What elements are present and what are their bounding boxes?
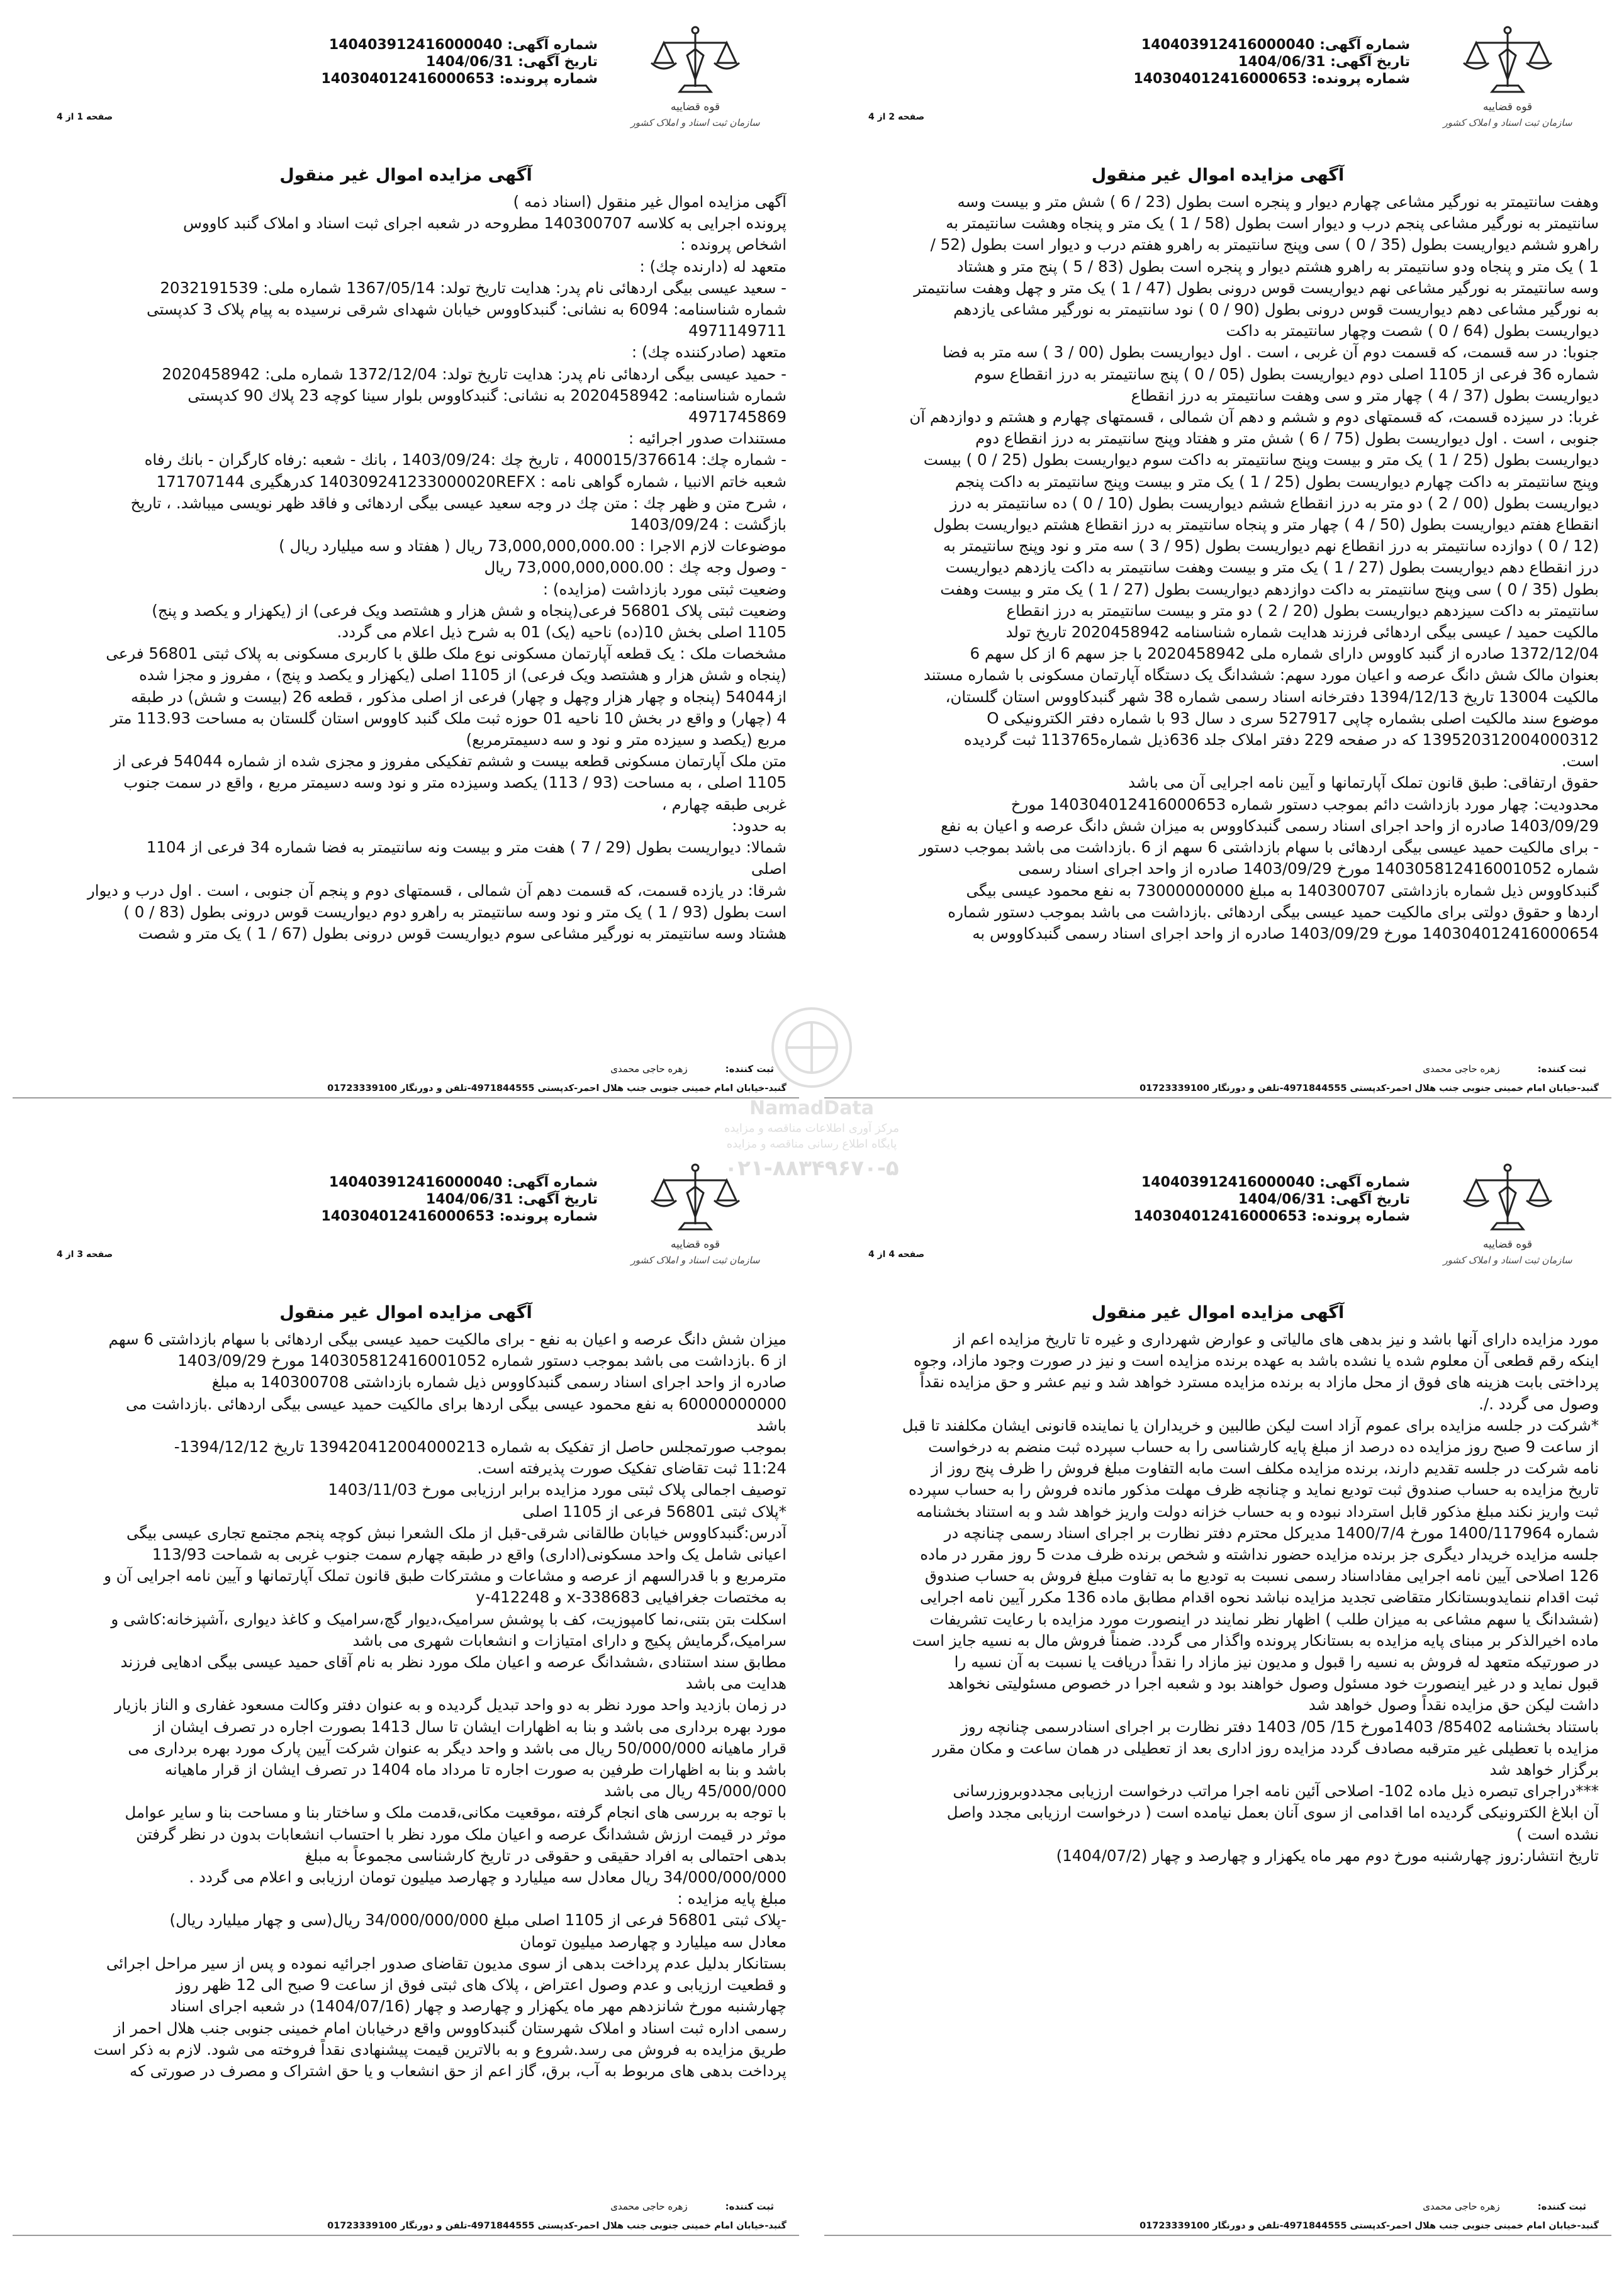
ad-date: 1404/06/31 (1238, 1192, 1326, 1207)
case-number-label: شماره پرونده: (499, 71, 598, 87)
body-line: در صورتیکه متعهد له فروش به نسیه را قبول و مدیون نیز مازاد را نقداً دریافت یا نسبت به آن نسیه را (954, 1653, 1599, 1672)
body-line: مالکیت حمید / عیسی بیگی اردهائی فرزند هدایت شماره شناسنامه 2020458942 تاریخ تولد (1005, 623, 1599, 642)
ad-meta (321, 1174, 598, 1225)
body-line: اینکه رقم قطعی آن معلوم شده یا نشده باشد به عهده برنده مزایده است و نیز در صورت وجود مازاد، وجوه (913, 1351, 1599, 1370)
ad-number-label: شماره آگهی: (1319, 37, 1410, 53)
page-number: صفحه 1 از 4 (57, 112, 113, 122)
body-line: - وصول وجه چك : 73,000,000,000.00 ریال (484, 558, 787, 577)
ad-number-label: شماره آگهی: (507, 37, 598, 53)
body-line: موثر در قیمت ارزش ششدانگ عرصه و اعیان ملک مورد نظر با احتساب انشعابات بدون در نظر گرفتن (136, 1825, 787, 1843)
body-line: ثبت اقدام ننمایدوبستانکار متقاضی تجدید مزایده نباشد نحوه اقدام مطابق ماده 136 مکرر آیین نامه اجرایی (919, 1588, 1599, 1607)
page-1 (0, 0, 812, 1138)
body-line: غربی طبقه چهارم ، (661, 795, 787, 813)
page-2 (812, 0, 1624, 1138)
body-line: انقطاع هفتم دیواریست بطول (50 / 4 ) چهار متر و پنجاه سانتیمتر به درز انقطاع هشتم دیواریست بطول (933, 515, 1599, 534)
signer (1423, 2201, 1586, 2212)
body-line: جنوبی ، است . اول دیواریست بطول (75 / 6 ) شش متر و هفتاد وپنج سانتیمتر به درز انقطاع دوم (975, 429, 1599, 448)
notice-title: آگهی مزایده اموال غیر منقول (279, 165, 532, 185)
notice-title: آگهی مزایده اموال غیر منقول (1091, 165, 1345, 185)
body-line: از ساعت 9 صبح روز مزایده ده درصد از مبلغ پایه کارشناسی را به حساب سپرده ثبت منضم به درخواست (928, 1438, 1599, 1456)
body-line: مربع (یکصد و سیزده متر و نود و سه دسیمترمربع) (466, 730, 787, 749)
body-line: مشخصات ملک : یک قطعه آپارتمان مسکونی نوع ملک طلق با کاربری مسکونی به پلاک ثبتی 56801 فرعی (106, 644, 787, 663)
page-4 (812, 1138, 1624, 2275)
body-line: دیواریست بطول (00 / 2 ) دو متر به درز انقطاع ششم دیواریست بطول (10 / 0 ) ده سانتیمتر به درز (949, 493, 1599, 512)
body-line: اسکلت بتن بتنی،نما کامپوزیت، کف با پوشش سرامیک،دیوار گچ،سرامیک و کاغذ دیواری ،آشپزخانه:کاشی و (111, 1609, 787, 1628)
ad-meta (321, 36, 598, 87)
body-line: موضوعات لازم الاجرا : 73,000,000,000.00 ریال ( هفتاد و سه میلیارد ریال ) (279, 537, 787, 556)
body-line: داشت لیکن حق مزایده نقداً وصول خواهد شد (1308, 1696, 1599, 1714)
signer-label: ثبت کننده: (1537, 2201, 1586, 2212)
body-line: طریق مزایده به فروش می رسد.شروع و به بالاترین قیمت پیشنهادی نقداً فروخته می شود. لازم به ذکر است (93, 2040, 787, 2059)
body-line: هدایت می باشد (685, 1674, 787, 1693)
ad-date-label: تاریخ آگهی: (1330, 54, 1410, 70)
body-line: وضعیت ثبتی پلاک 56801 فرعی(پنجاه و شش هزار و هشتصد ویک فرعی) از (یکهزار و یکصد و پنج) (152, 601, 787, 620)
body-line: 140304012416000654 مورخ 1403/09/29 صادره از واحد اجرای اسناد رسمی گنبدکاووس به (972, 924, 1599, 942)
body-line: (پنجاه و شش هزار و هشتصد ویک فرعی) از 1105 اصلی (یکهزار و یکصد و پنج) ، مفروز و مجزا شده (139, 666, 787, 685)
body-line: -پلاک ثبتی 56801 فرعی از 1105 اصلی مبلغ 34/000/000/000 ریال(سی و چهار میلیارد ریال) (169, 1911, 787, 1930)
body-line: مترمربع و با قدرالسهم از عرصه و مشاعات و مشترکات طبق قانون تملک آپارتمانها و آیین نامه اجرایی آن و (104, 1567, 787, 1585)
emblem-subcaption: سازمان ثبت اسناد و املاک کشور (1443, 1255, 1572, 1266)
body-line: شماره شناسنامه: 2020458942 به نشانی: گنبدکاووس بلوار سینا کوچه 23 پلاك 90 کدپستی (188, 386, 787, 405)
body-line: متعهد (صادرکننده چك) : (631, 343, 787, 362)
body-line: مطابق سند استنادی ،ششدانگ عرصه و اعیان ملک مورد نظر به نام آقای حمید عیسی بیگی ادهایی فرزند (120, 1653, 787, 1672)
signer-name: زهره حاجی محمدی (1423, 2201, 1500, 2212)
body-line: مالکیت 13004 تاریخ 1394/12/13 دفترخانه اسناد رسمی شماره 38 شهر گنبدکاووس استان گلستان، (945, 687, 1599, 706)
page-number: صفحه 3 از 4 (57, 1249, 113, 1260)
ad-number: 140403912416000040 (1141, 37, 1315, 53)
body-line: دیواریست بطول (37 / 4 ) چهار متر و سی وهفت سانتیمتر به درز انقطاع (1131, 386, 1599, 405)
emblem-caption: قوه قضاییه (670, 101, 720, 113)
body-line: ثبت واریز نکند مبلغ مذکور قابل استرداد نبوده و به حساب خزانه دولت واریز خواهد شد و به استناد بخشنامه (916, 1502, 1599, 1521)
notice-body (837, 191, 1599, 944)
body-line: باشد و بنا به اظهارات طرفین به صورت اجاره تا مرداد ماه 1404 در تصرف ایشان از قرار ماهیانه (164, 1760, 787, 1779)
body-line: غربا: در سیزده قسمت، که قسمتهای دوم و ششم و دهم آن شمالی ، قسمتهای چهارم و هشتم و دوازدهم آن (909, 408, 1599, 427)
body-line: حقوق ارتفاقی: طبق قانون تملک آپارتمانها و آیین نامه اجرایی آن می باشد (1128, 773, 1599, 792)
body-line: توصیف اجمالی پلاک ثبتی مورد مزایده برابر ارزیابی مورخ 1403/11/03 (328, 1480, 787, 1499)
body-line: پرداخت بدهی های مربوط به آب، برق، گاز اعم از حق انشعاب و یا حق اشتراک و مصرف در صورتی که (130, 2061, 787, 2080)
emblem-subcaption: سازمان ثبت اسناد و املاک کشور (630, 1255, 760, 1266)
notice-body (837, 1329, 1599, 1867)
body-line: دیواریست بطول (64 / 0 ) شصت وچهار سانتیمتر به داکت (1226, 321, 1599, 340)
footer-address: گنبد-خیابان امام خمینی جنوبی جنب هلال احمر-کدپستی 4971844555-تلفن و دورنگار 01723339100 (1140, 1083, 1599, 1093)
body-line: آگهی مزایده اموال غیر منقول (اسناد ذمه ) (513, 193, 787, 211)
body-line: *پلاک ثبتی 56801 فرعی از 1105 اصلی (522, 1502, 787, 1521)
body-line: دیواریست بطول (25 / 1 ) یک متر و بیست وپنج سانتیمتر به داکت سوم دیواریست بطول (25 / 0 ) بیست (923, 450, 1599, 469)
body-line: درز انقطاع دهم دیواریست بطول (27 / 1 ) یک متر و بیست وهفت سانتیمتر به داکت یازدهم دیواریست (945, 558, 1599, 577)
body-line: نامه شرکت در جلسه تقدیم دارند، برنده مزایده مکلف است مابه التفاوت مبلغ فروش را ظرف پنج روز از (931, 1459, 1599, 1478)
case-number-label: شماره پرونده: (1311, 1209, 1410, 1224)
body-line: - سعید عیسی بیگی اردهائی نام پدر: هدایت تاریخ تولد: 1367/05/14 شماره ملی: 2032191539 (160, 278, 787, 297)
body-line: بستانکار بدلیل عدم پرداخت بدهی از سوی مدیون تقاضای صدور اجرائیه نموده و پس از سیر مراحل اجرائی (106, 1954, 787, 1972)
judiciary-emblem (1435, 24, 1580, 128)
case-number: 140304012416000653 (1133, 71, 1307, 87)
body-line: - شماره چك: 400015/376614 ، تاریخ چك :1403/09/24 ، بانك - شعبه :رفاه کارگران - بانك رفاه (144, 450, 787, 469)
body-line: آدرس:گنبدکاووس خیابان طالقانی شرقی-قبل از ملک الشعرا نبش کوچه پنجم مجتمع تجاری عیسی بیگی (126, 1523, 787, 1542)
body-line: جنوبا: در سه قسمت، که قسمت دوم آن غربی ، است . اول دیواریست بطول (00 / 3 ) سه متر به فضا (943, 343, 1599, 362)
body-line: 4971745869 (688, 408, 787, 427)
watermark-logo-icon (755, 1000, 868, 1095)
notice-title: آگهی مزایده اموال غیر منقول (279, 1303, 532, 1322)
body-line: هشتاد وسه سانتیمتر به نورگیر مشاعی سوم دیواریست قوس درونی بطول (67 / 1 ) یک متر و شصت (138, 924, 787, 942)
ad-meta (1133, 36, 1410, 87)
body-line: بدهی احتمالی به افراد حقیقی و حقوقی در تاریخ کارشناسی مجموعاً به مبلغ (305, 1846, 787, 1865)
body-line: چهارشنبه مورخ شانزدهم مهر ماه یکهزار و چهارصد و چهار (1404/07/16) در شعبه اجرای اسناد (170, 1997, 787, 2016)
body-line: است بطول (93 / 1 ) یک متر و نود وسه سانتیمتر به راهرو دوم دیواریست قوس درونی بطول (83 / 0 ) (123, 902, 787, 921)
case-number: 140304012416000653 (1133, 1209, 1307, 1224)
body-line: متن ملک آپارتمان مسکونی قطعه بیست و ششم تفکیکی مفروز و مجزی شده از شماره 54044 فرعی از (114, 752, 787, 771)
emblem-caption: قوه قضاییه (670, 1238, 720, 1251)
scales-of-justice-icon (648, 24, 742, 99)
body-line: 34/000/000/000 ریال معادل سه میلیارد و چهارصد میلیون تومان ارزیابی و اعلام می گردد . (189, 1868, 787, 1887)
body-line: در زمان بازدید واحد مورد نظر به دو واحد تبدیل گردیده و به عنوان دفتر وکالت مسعود غفاری و الناز بازیار (115, 1696, 787, 1714)
body-line: راهرو ششم دیواریست بطول (35 / 0 ) سی وپنج سانتیمتر به راهرو هفتم درب و دیوار است بطول (52 / (930, 235, 1599, 254)
body-line: شماره 36 فرعی از 1105 اصلی دوم دیواریست بطول (05 / 0 ) پنج سانتیمتر به درز انقطاع سوم (974, 364, 1599, 383)
body-line: معادل سه میلیارد و چهارصد میلیون تومان (520, 1932, 787, 1951)
body-line: صادره از واحد اجرای اسناد رسمی گنبدکاووس ذیل شماره بازداشتی 140300708 به مبلغ (211, 1373, 787, 1392)
ad-date: 1404/06/31 (425, 1192, 513, 1207)
ad-meta (1133, 1174, 1410, 1225)
body-line: وضعیت ثبتی مورد بازداشت (مزایده) : (542, 579, 787, 598)
body-line: مبلغ پایه مزایده : (677, 1889, 787, 1908)
body-line: 126 اصلاحی آیین نامه اجرایی مفاداسناد رسمی نسبت به تودیع ما به تفاوت مبلغ فروش به حساب صندوق (924, 1567, 1599, 1585)
page-header (25, 24, 787, 159)
body-line: پرونده اجرایی به کلاسه 140300707 مطروحه در شعبه اجرای ثبت اسناد و املاک گنبد کاووس (182, 214, 787, 233)
body-line: شماره شناسنامه: 6094 به نشانی: گنبدکاووس خیابان شهدای شرقی نرسیده به پیام پلاک 3 کدپستی (147, 300, 787, 319)
body-line: تاریخ مزایده به حساب صندوق ثبت تودیع نماید و چنانچه ظرف مهلت مذکور مانده فروش را به حساب سپرده (908, 1480, 1599, 1499)
signer (610, 2201, 774, 2212)
emblem-subcaption: سازمان ثبت اسناد و املاک کشور (1443, 117, 1572, 128)
scales-of-justice-icon (1460, 1161, 1555, 1237)
body-line: آن ابلاغ الکترونیکی گردیده اما اقدامی از سوی آنان بعمل نیامده است ( درخواست ارزیابی مجدد واصل (946, 1803, 1599, 1822)
page-number: صفحه 2 از 4 (868, 112, 925, 122)
body-line: بعنوان مالک شش دانگ عرصه و اعیان مورد سهم: ششدانگ یک دستگاه آپارتمان مسکونی با شماره مستند (923, 666, 1599, 685)
page-3 (0, 1138, 812, 2275)
body-line: شماره 140305812416001052 مورخ 1403/09/29 صادره از واحد اجرای اسناد رسمی (1018, 859, 1599, 878)
body-line: 45/000/000 ریال می باشد (604, 1782, 787, 1801)
body-line: وصول می گردد ./. (1479, 1394, 1599, 1413)
body-line: شعبه خاتم الانبیا ، شماره گواهی نامه : 140309241233000020REFX کدرهگیری 171707144 (156, 472, 787, 491)
body-line: (ششدانگ یا سهم مشاعی به میزان طلب ) اظهار نظر نمایند در اینصورت مورد مزایده با رعایت تشریفات (929, 1609, 1599, 1628)
body-line: از 6 .بازداشت می باشد بموجب دستور شماره 140305812416001052 مورخ 1403/09/29 (177, 1351, 787, 1370)
judiciary-emblem (1435, 1161, 1580, 1266)
case-number: 140304012416000653 (321, 71, 495, 87)
body-line: برگزار خواهد شد (1489, 1760, 1599, 1779)
body-line: *شرکت در جلسه مزایده برای عموم آزاد است لیکن طالبین و خریداران یا نماینده قانونی ایشان مکلفند تا قبل (902, 1416, 1599, 1434)
scales-of-justice-icon (1460, 24, 1555, 99)
body-line: مورد بهره برداری می باشد و بنا به اظهارات ایشان تا سال 1413 بصورت اجاره در تصرف ایشان از (153, 1717, 787, 1736)
body-line: 1105 اصلی بخش 10(ده) ناحیه (یک) 01 به شرح ذیل اعلام می گردد. (337, 623, 787, 642)
ad-number: 140403912416000040 (328, 37, 503, 53)
body-line: وسه سانتیمتر به نورگیر مشاعی نهم دیواریست قوس درونی بطول (47 / 1 ) یک متر و چهل وهفت سانتیمتر (914, 278, 1599, 297)
body-line: گنبدکاووس ذیل شماره بازداشتی 140300707 به مبلغ 73000000000 به نفع محمود عیسی بیگی (966, 881, 1599, 900)
body-line: سانتیمتر به داکت سیزدهم دیواریست بطول (20 / 2 ) دو متر و بیست سانتیمتر به درز انقطاع (1006, 601, 1599, 620)
ad-date: 1404/06/31 (425, 54, 513, 70)
body-line: سرامیک،گرمایش پکیج و دارای امتیازات و انشعابات شهری می باشد (352, 1631, 787, 1650)
body-line: 1 ) یک متر و پنجاه ودو سانتیمتر به راهرو هشتم دیوار و پنجره است بطول (83 / 5 ) پنج متر و هشتاد (956, 257, 1599, 276)
body-line: است. (1561, 752, 1599, 771)
ad-date-label: تاریخ آگهی: (1330, 1192, 1410, 1207)
body-line: قرار ماهیانه 50/000/000 ریال می باشد و واحد دیگر به عنوان شرکت آیین پارک مورد بهره برداری می (128, 1738, 787, 1757)
body-line: مزایده با تعطیلی غیر مترقبه مصادف گردد مزایده روز اداری بعد از تعطیلی در همان ساعت و مکان مقرر (932, 1738, 1599, 1757)
body-line: ، شرح متن و ظهر چك : متن چك در وجه سعید عیسی بیگی اردهائی و فاقد ظهر نویسی میباشد. ، تاریخ (130, 493, 787, 512)
body-line: قبول نماید و در غیر اینصورت خود مسئول وصول خواهند بود و شعبه اجرا در خصوص مسئولیتی نخواهد (948, 1674, 1599, 1693)
body-line: پرداختی بابت هزینه های فوق از محل مازاد به برنده مزایده مسترد خواهد شد و نیم عشر و حق مزایده نقداً (920, 1373, 1599, 1392)
body-line: محدودیت: چهار مورد بازداشت دائم بموجب دستور شماره 140304012416000653 مورخ (1011, 795, 1599, 813)
body-line: شمالا: دیواریست بطول (29 / 7 ) هفت متر و بیست ونه سانتیمتر به فضا شماره 34 فرعی از 1104 (146, 838, 787, 857)
body-line: بطول (35 / 0 ) سی وپنج سانتیمتر به داکت دوازدهم دیواریست بطول (27 / 1 ) یک متر و بیست وهفت (940, 579, 1599, 598)
body-line: اصلی (751, 859, 787, 878)
body-line: موضوع سند مالکیت اصلی بشماره چاپی 527917 سری د سال 93 با شماره دفتر الکترونیکی O (987, 708, 1599, 727)
body-line: 4971149711 (688, 321, 787, 340)
body-line: با توجه به بررسی های انجام گرفته ،موقعیت مکانی،قدمت ملک و ساختار بنا و مساحت بنا و سایر عوامل (125, 1803, 787, 1822)
body-line: اشخاص پرونده : (680, 235, 787, 254)
body-line: (12 / 0 ) دوازده سانتیمتر به درز انقطاع نهم دیواریست بطول (95 / 3 ) سه متر و نود وپنج سانتیمتر به (943, 537, 1599, 556)
signer-name: زهره حاجی محمدی (610, 2201, 688, 2212)
watermark-phone: ۰۲۱-۸۸۳۴۹۶۷۰-۵ (724, 1156, 899, 1181)
body-line: سانتیمتر به نورگیر مشاعی پنجم درب و دیوار است بطول (58 / 1 ) یک متر و پنجاه وهشت سانتیمتر به (946, 214, 1599, 233)
body-line: شماره 1400/117964 مورخ 1400/7/4 مدیرکل محترم دفتر نظارت بر اجرای اسناد رسمی چنانچه در (944, 1523, 1599, 1542)
emblem-caption: قوه قضاییه (1482, 101, 1533, 113)
ad-date-label: تاریخ آگهی: (518, 1192, 598, 1207)
notice-body (25, 191, 787, 944)
ad-number: 140403912416000040 (1141, 1175, 1315, 1190)
footer-address: گنبد-خیابان امام خمینی جنوبی جنب هلال احمر-کدپستی 4971844555-تلفن و دورنگار 01723339100 (327, 2221, 787, 2231)
body-line: نشده است ) (1516, 1825, 1599, 1843)
watermark-line-1: مرکز آوری اطلاعات مناقصه و مزایده (724, 1122, 899, 1135)
body-line: از54044 (پنجاه و چهار هزار وچهل و چهار) فرعی از اصلی مذکور ، قطعه 26 (بیست و شش) در طبقه (130, 687, 787, 706)
page-header (837, 24, 1599, 159)
body-line: اعیانی شامل یک واحد مسکونی(اداری) واقع در طبقه چهارم سمت جنوب غربی به شماحت 113/93 (152, 1545, 787, 1564)
case-number-label: شماره پرونده: (1311, 71, 1410, 87)
body-line: به نورگیر مشاعی دهم دیواریست قوس درونی بطول (90 / 0 ) نود سانتیمتر به نورگیر مشاعی یازدهم (953, 300, 1599, 319)
body-line: باستناد بخشنامه 85402/ 1403مورخ 15/ 05/ 1403 دفتر نظارت بر اجرای اسنادرسمی چنانچه روز (961, 1717, 1599, 1736)
body-line: 1372/12/04 صادره از گنبد کاووس دارای شماره ملی 2020458942 با جز سهم 6 از کل سهم 6 (970, 644, 1599, 663)
body-line: باشد (756, 1416, 787, 1434)
body-line: ***دراجرای تبصره ذیل ماده 102- اصلاحی آئین نامه اجرا مراتب درخواست ارزیابی مجددوبروزرسانی (953, 1782, 1599, 1801)
body-line: 1105 اصلی ، به مساحت (93 / 113) یکصد وسیزده متر و نود وسه دسیمتر مربع ، واقع در سمت جنوب (123, 773, 787, 792)
body-line: به حدود: (732, 816, 787, 835)
signer-label: ثبت کننده: (725, 2201, 774, 2212)
body-line: متعهد له (دارنده چك) : (639, 257, 787, 276)
body-line: - برای مالکیت حمید عیسی بیگی اردهائی با سهام بازداشتی 6 سهم از 6 .بازداشت می باشد بموجب دستور (919, 838, 1599, 857)
footer-address: گنبد-خیابان امام خمینی جنوبی جنب هلال احمر-کدپستی 4971844555-تلفن و دورنگار 01723339100 (327, 1083, 787, 1093)
case-number: 140304012416000653 (321, 1209, 495, 1224)
body-line: 11:24 ثبت تقاضای تفکیک صورت پذیرفته است. (477, 1459, 787, 1478)
notice-body (25, 1329, 787, 2082)
page-number: صفحه 4 از 4 (868, 1249, 925, 1260)
signer (1423, 1063, 1586, 1075)
watermark-line-2: پایگاه اطلاع رسانی مناقصه و مزایده (726, 1138, 897, 1151)
body-line: - حمید عیسی بیگی اردهائی نام پدر: هدایت تاریخ تولد: 1372/12/04 شماره ملی: 2020458942 (162, 364, 787, 383)
emblem-subcaption: سازمان ثبت اسناد و املاک کشور (630, 117, 760, 128)
watermark (667, 1000, 956, 1277)
body-line: مستندات صدور اجرائیه : (628, 429, 787, 448)
notice-title: آگهی مزایده اموال غیر منقول (1091, 1303, 1345, 1322)
body-line: رسمی اداره ثبت اسناد و املاک شهرستان گنبدکاووس واقع درخیابان امام خمینی جنوبی جنب هلال احمر از (113, 2018, 787, 2037)
body-line: وپنج سانتیمتر به داکت چهارم دیواریست بطول (25 / 1 ) یک متر و بیست وپنج سانتیمتر به داکت پنجم (955, 472, 1599, 491)
ad-date-label: تاریخ آگهی: (518, 54, 598, 70)
ad-number: 140403912416000040 (328, 1175, 503, 1190)
body-line: بموجب صورتمجلس حاصل از تفکیک به شماره 139420412004000213 تاریخ 1394/12/12- (174, 1438, 787, 1456)
body-line: 60000000000 به نفع محمود عیسی بیگی اردها برای مالکیت حمید عیسی بیگی اردهائی .بازداشت می (125, 1394, 787, 1413)
ad-date: 1404/06/31 (1238, 54, 1326, 70)
body-line: ماده اخیرالذکر بر مبنای پایه مزایده به بستانکار پرونده واگذار می گردد. ضمناً فروش مال به نسیه جایز است (912, 1631, 1599, 1650)
body-line: میزان شش دانگ عرصه و اعیان به نفع - برای مالکیت حمید عیسی بیگی اردهائی با سهام بازداشتی 6 سهم (108, 1330, 787, 1348)
footer-address: گنبد-خیابان امام خمینی جنوبی جنب هلال احمر-کدپستی 4971844555-تلفن و دورنگار 01723339100 (1140, 2221, 1599, 2231)
body-line: اردها و حقوق دولتی برای مالکیت حمید عیسی بیگی اردهائی .بازداشت می باشد بموجب دستور شماره (948, 902, 1599, 921)
body-line: 1403/09/29 صادره از واحد اجرای اسناد رسمی گنبدکاووس به میزان شش دانگ عرصه و اعیان به نفع (941, 816, 1599, 835)
ad-number-label: شماره آگهی: (1319, 1175, 1410, 1190)
ad-number-label: شماره آگهی: (507, 1175, 598, 1190)
body-line: 139520312004000312 که در صفحه 229 دفتر املاک جلد 636ذیل شماره113765 ثبت گردیده (963, 730, 1599, 749)
body-line: به مختصات جغرافیایی 338683-x و 412248-y (476, 1588, 787, 1607)
body-line: و قطعیت ارزیابی و عدم وصول اعتراض ، پلاک های ثبتی فوق از ساعت 9 صبح الی 12 ظهر روز (176, 1976, 787, 1994)
emblem-caption: قوه قضاییه (1482, 1238, 1533, 1251)
signer-name: زهره حاجی محمدی (1423, 1063, 1500, 1075)
watermark-brand: NamadData (749, 1097, 875, 1119)
signer-label: ثبت کننده: (725, 1063, 774, 1075)
body-line: شرقا: در یازده قسمت، که قسمت دهم آن شمالی ، قسمتهای دوم و پنجم آن جنوبی ، است . اول درب و دیوار (87, 881, 787, 900)
body-line: وهفت سانتیمتر به نورگیر مشاعی چهارم دیوار و پنجره است بطول (23 / 6 ) شش متر و بیست وسه (957, 193, 1599, 211)
body-line: تاریخ انتشار:روز چهارشنبه مورخ دوم مهر ماه یکهزار و چهارصد و چهار (1404/07/2) (1056, 1846, 1599, 1865)
case-number-label: شماره پرونده: (499, 1209, 598, 1224)
body-line: بازگشت : 1403/09/24 (630, 515, 787, 534)
body-line: مورد مزایده دارای آنها باشد و نیز بدهی های مالیاتی و عوارض شهرداری و غیره تا تاریخ مزایده اعم از (953, 1330, 1599, 1348)
signer-label: ثبت کننده: (1537, 1063, 1586, 1075)
body-line: جلسه مزایده خریدار دیگری جز برنده مزایده حضور نداشته و شخص برنده ظرف مدت 5 روز مقرر در ماده (920, 1545, 1599, 1564)
signer-name: زهره حاجی محمدی (610, 1063, 688, 1075)
body-line: 4 (چهار) و واقع در بخش 10 ناحیه 01 حوزه ثبت ملک گنبد کاووس استان گلستان به مساحت 113.93 متر (110, 708, 787, 727)
judiciary-emblem (623, 24, 768, 128)
